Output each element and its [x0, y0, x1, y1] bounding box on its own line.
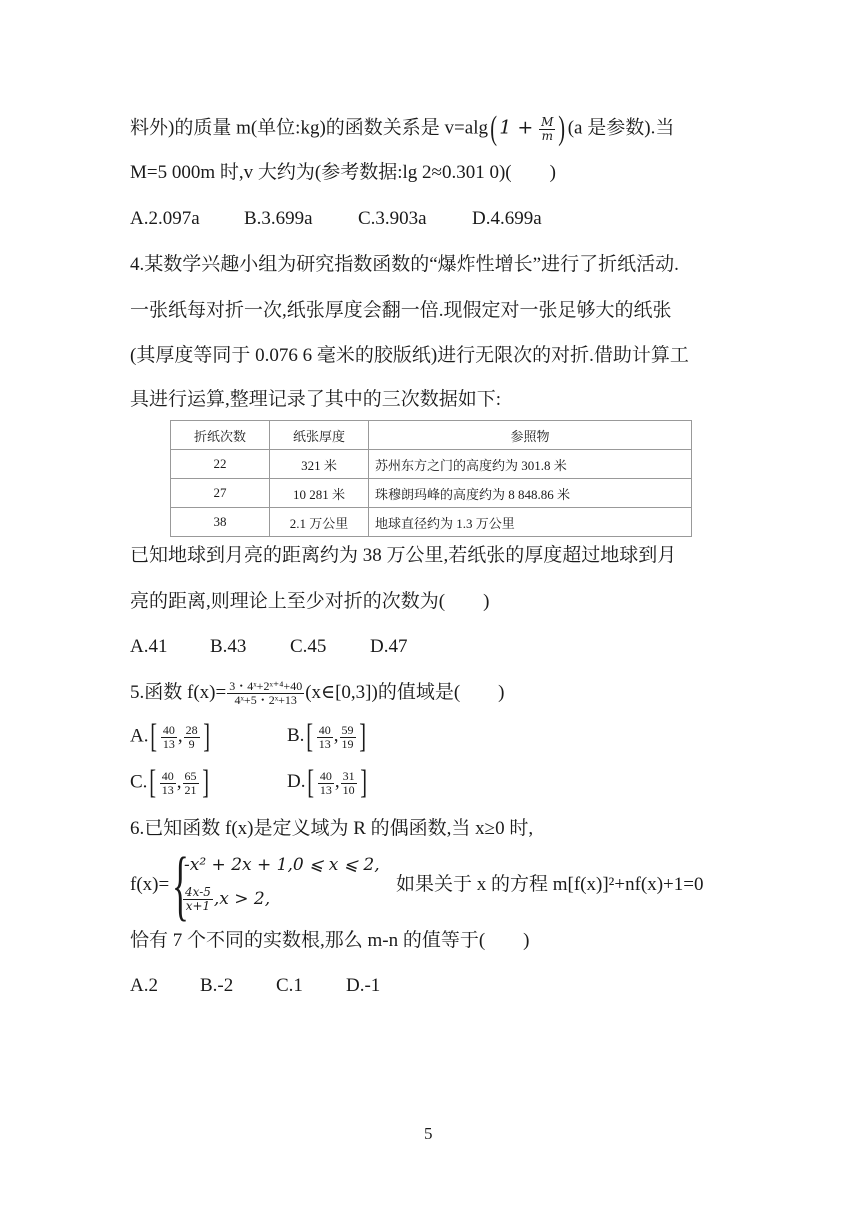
q3-option-d: D.4.699a	[472, 208, 542, 229]
frac-den: 4ˣ+5・2ˣ+13	[234, 693, 297, 708]
frac-num: 59	[341, 722, 354, 737]
table-cell: 苏州东方之门的高度约为 301.8 米	[369, 450, 692, 479]
q6-option-b: B.-2	[200, 975, 234, 996]
q3-stem-text: 料外)的质量 m(单位:kg)的函数关系是 v=alg	[130, 117, 488, 139]
table-cell: 38	[171, 508, 270, 537]
q5-option-c: C.[ $\frac{40}{13}$ , $\frac{65}{21}$ ]	[130, 764, 209, 801]
fraction	[184, 724, 200, 751]
q6-option-a: A.2	[130, 975, 158, 996]
q4-line-1: 4.某数学兴趣小组为研究指数函数的“爆炸性增长”进行了折纸活动.	[130, 254, 679, 275]
frac-den: m	[541, 128, 553, 143]
header-reference: 参照物	[369, 421, 692, 450]
fraction	[183, 886, 213, 913]
frac-den: 9	[188, 736, 195, 751]
frac-num: 31	[342, 768, 355, 783]
frac-num: M	[541, 114, 554, 129]
bracket: ]	[202, 718, 210, 755]
fraction	[340, 724, 356, 751]
table-cell: 321 米	[270, 450, 369, 479]
frac-num: 65	[184, 768, 197, 783]
fraction	[317, 724, 333, 751]
frac-den: 21	[184, 782, 197, 797]
q5-options-row-1	[130, 718, 368, 755]
q5-stem-tail: (x∈[0,3])的值域是( )	[305, 682, 505, 703]
q4-option-d: D.47	[370, 636, 408, 657]
q4-line-5: 已知地球到月亮的距离约为 38 万公里,若纸张的厚度超过地球到月	[130, 545, 677, 566]
bracket: [	[150, 718, 158, 755]
table-cell: 27	[171, 479, 270, 508]
q4-option-c: C.45	[290, 636, 327, 657]
q5-stem-text: 5.函数 f(x)=	[130, 682, 227, 703]
table-row	[171, 479, 692, 508]
bracket: [	[307, 764, 315, 801]
table-cell: 2.1 万公里	[270, 508, 369, 537]
q4-line-2: 一张纸每对折一次,纸张厚度会翻一倍.现假定对一张足够大的纸张	[130, 300, 672, 321]
table-cell: 10 281 米	[270, 479, 369, 508]
fraction	[183, 770, 199, 797]
q5-option-a: A.[ $\frac{40}{13}$ , $\frac{28}{9}$ ]	[130, 718, 210, 755]
q4-options	[130, 634, 407, 660]
q4-option-b: B.43	[210, 636, 247, 657]
table-row	[171, 450, 692, 479]
frac-den: 13	[318, 736, 331, 751]
q6-line-1: 6.已知函数 f(x)是定义域为 R 的偶函数,当 x≥0 时,	[130, 818, 534, 839]
case-2-tail: ,x > 2,	[213, 889, 271, 909]
table-header-row	[171, 421, 692, 450]
frac-den: 13	[162, 736, 175, 751]
q6-option-c: C.1	[276, 975, 303, 996]
fraction	[341, 770, 357, 797]
q3-option-b: B.3.699a	[244, 208, 313, 229]
q5-stem	[130, 680, 504, 707]
bracket: [	[149, 764, 157, 801]
bracket: ]	[358, 718, 366, 755]
header-fold-count: 折纸次数	[171, 421, 270, 450]
frac-den: 19	[341, 736, 354, 751]
formula-one: 1 +	[499, 116, 534, 139]
q6-option-d: D.-1	[346, 975, 381, 996]
q3-stem-line-1	[130, 110, 675, 147]
frac-num: 40	[162, 722, 175, 737]
q6-fx-label: f(x)=	[130, 874, 170, 895]
fraction	[318, 770, 334, 797]
q5-option-b: B.[ $\frac{40}{13}$ , $\frac{59}{19}$ ]	[287, 718, 366, 755]
table-cell: 珠穆朗玛峰的高度约为 8 848.86 米	[369, 479, 692, 508]
q3-options	[130, 206, 542, 232]
piecewise-brace: {	[172, 841, 189, 928]
folding-data-table	[170, 420, 692, 537]
q4-line-4: 具进行运算,整理记录了其中的三次数据如下:	[130, 389, 502, 410]
frac-num: 4x-5	[185, 885, 211, 900]
paren: (	[490, 110, 498, 147]
frac-num: 28	[185, 722, 198, 737]
q6-line-2: 如果关于 x 的方程 m[f(x)]²+nf(x)+1=0	[396, 874, 704, 895]
q4-line-6: 亮的距离,则理论上至少对折的次数为( )	[130, 591, 490, 612]
option-label: C.	[130, 771, 148, 793]
fraction-M-over-m	[539, 116, 555, 143]
frac-num: 40	[161, 768, 174, 783]
table-row	[171, 508, 692, 537]
q6-options	[130, 973, 380, 999]
q4-option-a: A.41	[130, 636, 168, 657]
header-thickness: 纸张厚度	[270, 421, 369, 450]
fraction	[160, 770, 176, 797]
bracket: [	[306, 718, 314, 755]
q6-case-1: -x² + 2x + 1,0 ⩽ x ⩽ 2,	[184, 855, 380, 875]
q5-option-d: D.[ $\frac{40}{13}$ , $\frac{31}{10}$ ]	[287, 764, 367, 801]
table-cell: 地球直径约为 1.3 万公里	[369, 508, 692, 537]
frac-num: 3・4ˣ+2ˣ⁺⁴+40	[229, 679, 303, 694]
frac-den: x+1	[185, 899, 211, 914]
q5-fraction	[227, 680, 304, 707]
bracket: ]	[201, 764, 209, 801]
frac-den: 13	[319, 782, 332, 797]
table-cell: 22	[171, 450, 270, 479]
frac-num: 40	[319, 768, 332, 783]
option-label: D.	[287, 771, 306, 793]
option-label: A.	[130, 725, 149, 747]
q3-option-a: A.2.097a	[130, 208, 200, 229]
q3-option-c: C.3.903a	[358, 208, 427, 229]
option-label: B.	[287, 725, 305, 747]
frac-den: 10	[342, 782, 355, 797]
frac-den: 13	[161, 782, 174, 797]
q6-line-3: 恰有 7 个不同的实数根,那么 m-n 的值等于( )	[130, 930, 530, 951]
q3-stem-line-2: M=5 000m 时,v 大约为(参考数据:lg 2≈0.301 0)( )	[130, 162, 556, 183]
q5-options-row-2	[130, 764, 369, 801]
q3-stem-tail: (a 是参数).当	[567, 117, 675, 139]
frac-num: 40	[318, 722, 331, 737]
q6-case-2	[182, 886, 270, 913]
page-number: 5	[424, 1124, 433, 1143]
fraction	[161, 724, 177, 751]
paren: )	[558, 110, 566, 147]
q4-line-3: (其厚度等同于 0.076 6 毫米的胶版纸)进行无限次的对折.借助计算工	[130, 345, 689, 366]
bracket: ]	[359, 764, 367, 801]
